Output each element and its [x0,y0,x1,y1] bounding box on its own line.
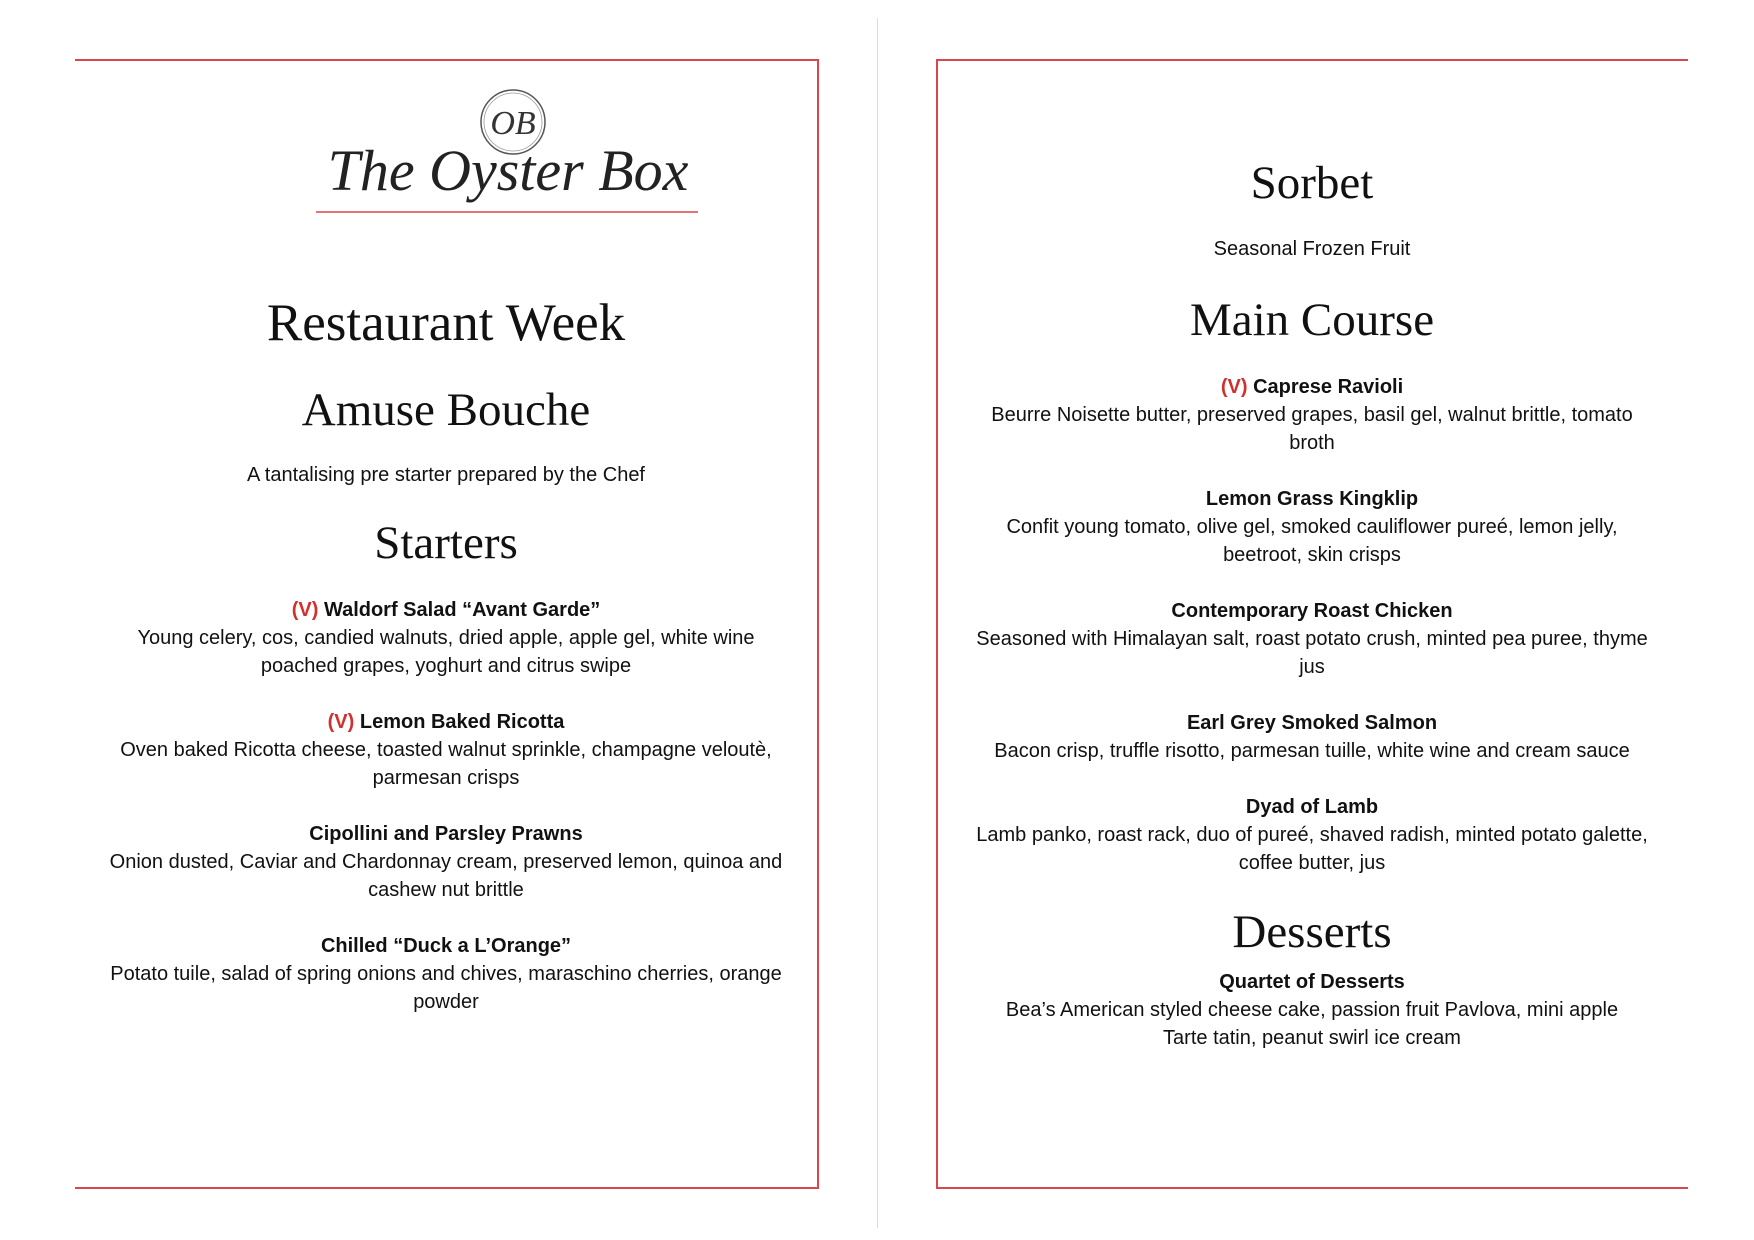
right-menu-page [950,0,1674,1240]
dessert-item [950,968,1674,1052]
item-name: Chilled “Duck a L’Orange” [320,935,572,957]
item-name: Quartet of Desserts [1219,971,1405,993]
vegetarian-badge: (V) [1220,376,1248,398]
page-title: Restaurant Week [266,294,626,352]
item-name: Waldorf Salad “Avant Garde” [323,599,601,621]
oyster-box-logo-graphic [298,88,718,218]
item-description: Beurre Noisette butter, preserved grapes, basil gel, walnut brittle, tomato [991,404,1633,426]
item-description: Onion dusted, Caviar and Chardonnay cream, preserved lemon, quinoa and [109,851,783,873]
right-frame-left [936,59,938,1189]
item-title [78,708,814,736]
left-frame-right [817,59,819,1189]
main-item [950,793,1674,877]
item-description-continued: jus [1299,656,1325,678]
page-divider [877,18,878,1228]
item-name: Contemporary Roast Chicken [1171,600,1453,622]
item-name: Dyad of Lamb [1245,796,1379,818]
starter-item [78,708,814,792]
item-description-continued: cashew nut brittle [368,879,524,901]
item-description: Bacon crisp, truffle risotto, parmesan tuille, white wine and cream sauce [994,740,1630,762]
item-description-continued: powder [413,991,479,1013]
item-name: Caprese Ravioli [1253,376,1404,398]
item-description-continued: Tarte tatin, peanut swirl ice cream [1163,1027,1461,1049]
starter-item [78,596,814,680]
main-item [950,597,1674,681]
item-name: Cipollini and Parsley Prawns [309,823,583,845]
sorbet-text: Seasonal Frozen Fruit [1213,238,1411,260]
vegetarian-badge: (V) [291,599,319,621]
item-description-continued: beetroot, skin crisps [1223,544,1401,566]
starter-item [78,820,814,904]
starter-item [78,932,814,1016]
item-description: Lamb panko, roast rack, duo of pureé, shaved radish, minted potato galette, [976,824,1648,846]
item-description: Young celery, cos, candied walnuts, dried apple, apple gel, white wine [137,627,755,649]
item-name: Earl Grey Smoked Salmon [1186,712,1438,734]
item-name: Lemon Grass Kingklip [1205,488,1419,510]
item-description-continued: coffee butter, jus [1238,852,1386,874]
item-description: Potato tuile, salad of spring onions and chives, maraschino cherries, orange [110,963,782,985]
item-description: Seasoned with Himalayan salt, roast potato crush, minted pea puree, thyme [976,628,1648,650]
logo-wordmark: The Oyster Box [327,138,689,203]
item-title [78,596,814,624]
main-item [950,485,1674,569]
item-description: Oven baked Ricotta cheese, toasted walnut sprinkle, champagne veloutè, [120,739,772,761]
item-description: Bea’s American styled cheese cake, passion fruit Pavlova, mini apple [1005,999,1619,1021]
main-course-heading: Main Course [1189,294,1435,346]
item-description-continued: broth [1289,432,1335,454]
item-description-continued: poached grapes, yoghurt and citrus swipe [260,655,632,677]
left-menu-page [78,0,814,1240]
main-item [950,373,1674,457]
starters-heading: Starters [374,517,518,569]
sorbet-heading: Sorbet [1250,157,1374,209]
logo-monogram: OB [490,105,536,142]
item-name: Lemon Baked Ricotta [359,711,565,733]
desserts-heading: Desserts [1232,906,1392,958]
oyster-box-logo [298,88,718,218]
amuse-text: A tantalising pre starter prepared by the Chef [246,464,645,486]
item-description: Confit young tomato, olive gel, smoked cauliflower pureé, lemon jelly, [1006,516,1618,538]
item-title [950,373,1674,401]
item-description-continued: parmesan crisps [372,767,520,789]
vegetarian-badge: (V) [327,711,355,733]
main-item [950,709,1674,765]
amuse-heading: Amuse Bouche [301,384,591,436]
